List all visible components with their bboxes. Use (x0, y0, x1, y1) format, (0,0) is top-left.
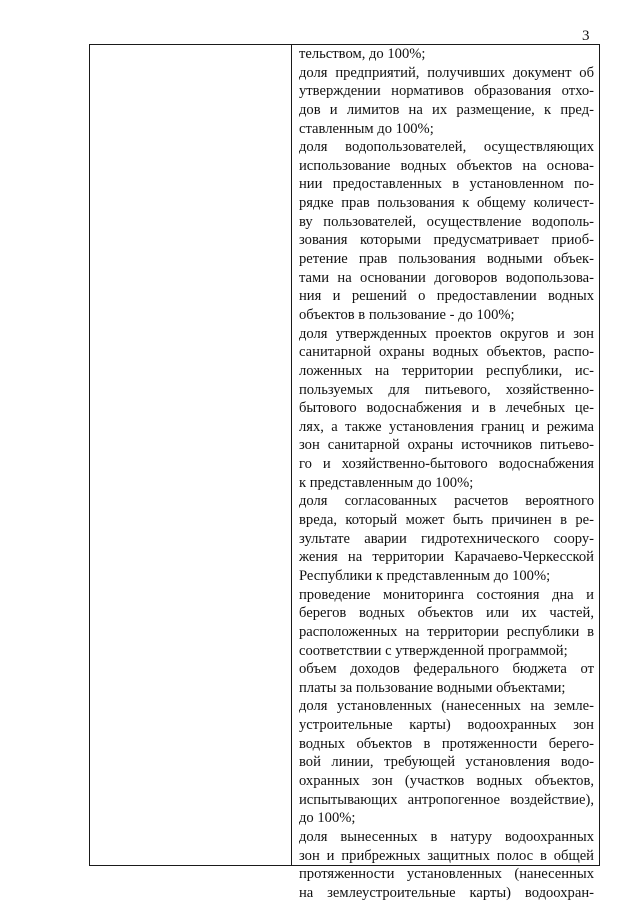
body-text-line: до 100%; (299, 810, 356, 827)
body-text-line: зон и прибрежных защитных полос в общей (299, 847, 594, 864)
body-text-line: использование водных объектов на основа- (299, 157, 594, 174)
body-text-line: бытового водоснабжения и в лечебных це- (299, 400, 594, 417)
body-text-line: соответствии с утвержденной программой; (299, 642, 568, 659)
body-text-line: протяженности установленных (нанесенных (299, 866, 594, 883)
body-text-line: Республики к представленным до 100%; (299, 567, 551, 584)
body-text-line: объектов в пользование - до 100%; (299, 306, 515, 323)
body-text-line: платы за пользование водными объектами; (299, 679, 566, 696)
body-text-line: рядке прав пользования к общему количест- (299, 195, 594, 212)
body-text-line: нии предоставленных в установленном по- (299, 176, 594, 193)
body-text-line: расположенных на территории республики в (299, 623, 594, 640)
body-text-line: доля вынесенных в натуру водоохранных (299, 828, 594, 845)
body-text-line: лях, а также установления границ и режима (299, 418, 594, 435)
body-text-line: зования которыми предусматривает приоб- (299, 232, 594, 249)
body-text-line: го и хозяйственно-бытового водоснабжения (299, 456, 594, 473)
body-text-line: зультате аварии гидротехнического соору- (299, 530, 594, 547)
body-text-line: пользуемых для питьевого, хозяйственно- (299, 381, 594, 398)
body-text-line: к представленным до 100%; (299, 474, 474, 491)
body-text-line: на землеустроительные карты) водоохран- (299, 884, 594, 901)
body-text-line: вреда, который может быть причинен в ре- (299, 512, 594, 529)
body-text-line: водных объектов в протяженности берего- (299, 735, 594, 752)
body-text-line: доля предприятий, получивших документ об (299, 64, 594, 81)
body-text-line: охранных зон (участков водных объектов, (299, 772, 594, 789)
body-text-line: ложенных на территории республики, ис- (299, 362, 594, 379)
body-text-line: доля согласованных расчетов вероятного (299, 493, 594, 510)
body-text-line: доля установленных (нанесенных на земле- (299, 698, 594, 715)
body-text-line: тами на основании договоров водопользова- (299, 269, 594, 286)
body-text-line: испытывающих антропогенное воздействие), (299, 791, 594, 808)
body-text-line: зон санитарной охраны источников питьево- (299, 437, 594, 454)
body-text-line: утверждении нормативов образования отхо- (299, 83, 594, 100)
body-text-line: объем доходов федерального бюджета от (299, 661, 594, 678)
body-text-line: вой линии, требующей установления водо- (299, 754, 594, 771)
body-text-line: ретение прав пользования водными объек- (299, 251, 594, 268)
left-column-cell (90, 45, 292, 865)
body-text-line: ву пользователей, осуществление водополь- (299, 213, 594, 230)
body-text-line: дов и лимитов на их размещение, к пред- (299, 101, 594, 118)
body-text-line: берегов водных объектов или их частей, (299, 605, 594, 622)
body-text-line: доля водопользователей, осуществляющих (299, 139, 594, 156)
indicator-table (89, 44, 600, 901)
body-text-line: устроительные карты) водоохранных зон (299, 717, 594, 734)
right-column-cell (292, 45, 599, 901)
body-text-line: ставленным до 100%; (299, 120, 434, 137)
page-number: 3 (582, 28, 590, 44)
body-text-line: ния и решений о предоставлении водных (299, 288, 594, 305)
body-text-line: тельством, до 100%; (299, 46, 426, 62)
body-text-line: жения на территории Карачаево-Черкесской (299, 549, 594, 566)
body-text-line: доля утвержденных проектов округов и зон (299, 325, 594, 342)
body-text-line: проведение мониторинга состояния дна и (299, 586, 594, 603)
body-text-line: санитарной охраны водных объектов, распо- (299, 344, 594, 361)
